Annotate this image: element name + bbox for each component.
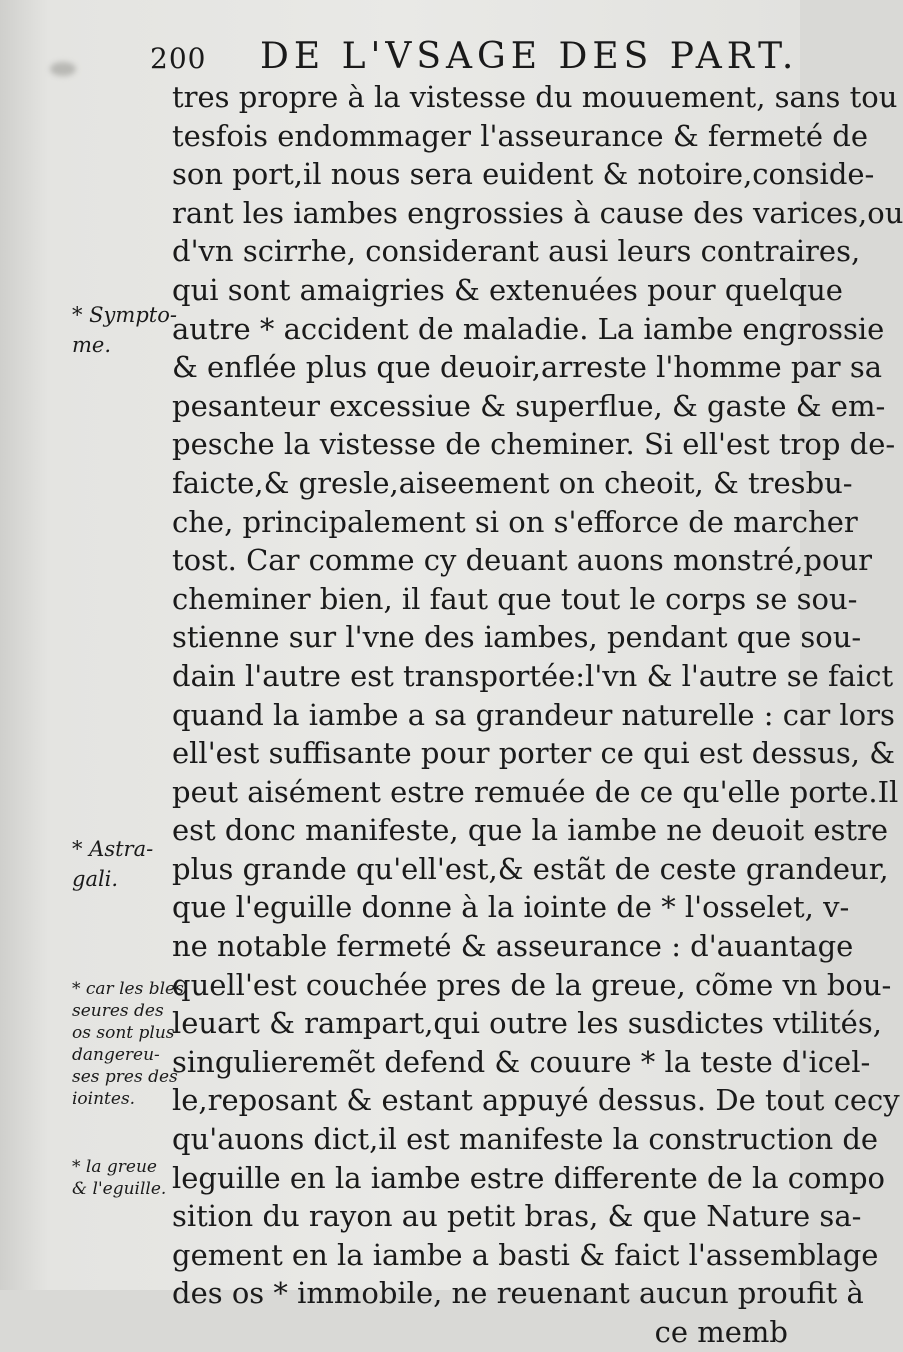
text-line: tres propre à la vistesse du mouuement, sans tou: [172, 80, 898, 114]
text-line: autre * accident de maladie. La iambe engrossie: [172, 311, 885, 346]
margin-note-blessures: [72, 978, 184, 1110]
running-head: DE L'VSAGE DES PART.: [260, 36, 799, 77]
page-header: [150, 34, 799, 84]
margin-note-line: os sont plus: [72, 1023, 175, 1043]
margin-note-line: seures des: [72, 1001, 164, 1021]
margin-note-line: * car les bles: [72, 979, 184, 999]
text-line: plus grande qu'ell'est,& estãt de ceste grandeur,: [172, 851, 889, 886]
margin-note-greue: [72, 1156, 166, 1200]
margin-note-line: me.: [72, 333, 112, 357]
text-line: stienne sur l'vne des iambes, pendant que sou-: [172, 620, 862, 655]
text-line: singulieremẽt defend & couure * la teste d'icel-: [172, 1044, 871, 1079]
margin-note-line: * Sympto-: [72, 303, 177, 327]
text-line: gement en la iambe a basti & faict l'assemblage: [172, 1237, 879, 1272]
text-line: qu'auons dict,il est manifeste la construction de: [172, 1122, 879, 1157]
text-line: ell'est suffisante pour porter ce qui est dessus, &: [172, 736, 896, 771]
text-line: pesche la vistesse de cheminer. Si ell'est trop de-: [172, 427, 896, 462]
margin-note-symptome: [72, 300, 177, 360]
text-line: faicte,& gresle,aiseement on cheoit, & tresbu-: [172, 465, 853, 500]
text-line: sition du rayon au petit bras, & que Nature sa-: [172, 1199, 862, 1234]
text-line: rant les iambes engrossies à cause des varices,ou: [172, 195, 903, 230]
text-line: leguille en la iambe estre differente de la compo: [172, 1160, 885, 1195]
margin-note-line: iointes.: [72, 1089, 136, 1109]
text-line: que l'eguille donne à la iointe de * l'osselet, v-: [172, 890, 850, 925]
page-number: 200: [150, 42, 207, 75]
text-line: che, principalement si on s'efforce de marcher: [172, 504, 858, 539]
text-line: cheminer bien, il faut que tout le corps se sou-: [172, 581, 858, 616]
margin-note-line: dangereu-: [72, 1045, 160, 1065]
text-line: qui sont amaigries & extenuées pour quelque: [172, 272, 843, 307]
text-line: tost. Car comme cy deuant auons monstré,pour: [172, 543, 872, 578]
ink-smudge: [50, 62, 76, 76]
margin-note-line: gali.: [72, 867, 119, 891]
text-line: peut aisément estre remuée de ce qu'elle porte.Il: [172, 774, 899, 809]
body-text: [172, 78, 903, 1352]
text-line: quand la iambe a sa grandeur naturelle : car lors: [172, 697, 895, 732]
text-line: ne notable fermeté & asseurance : d'auantage: [172, 929, 854, 964]
text-line: le,reposant & estant appuyé dessus. De tout cecy: [172, 1083, 900, 1118]
text-line: leuart & rampart,qui outre les susdictes vtilités,: [172, 1006, 882, 1041]
text-line: son port,il nous sera euident & notoire,conside-: [172, 157, 875, 192]
text-line: des os * immobile, ne reuenant aucun proufit à: [172, 1276, 864, 1311]
text-line: est donc manifeste, que la iambe ne deuoit estre: [172, 813, 889, 848]
margin-note-line: * la greue: [72, 1157, 157, 1177]
text-line: d'vn scirrhe, considerant ausi leurs contraires,: [172, 234, 861, 269]
text-line: & enflée plus que deuoir,arreste l'homme par sa: [172, 350, 882, 385]
text-line: quell'est couchée pres de la greue, cõme vn bou-: [172, 967, 892, 1002]
catchword: ce memb: [654, 1315, 788, 1349]
margin-note-line: * Astra-: [72, 837, 154, 861]
text-line: dain l'autre est transportée:l'vn & l'autre se faict: [172, 658, 894, 693]
text-line: tesfois endommager l'asseurance & fermeté de: [172, 118, 869, 153]
margin-note-astragali: [72, 834, 153, 894]
margin-note-line: & l'eguille.: [72, 1179, 167, 1199]
text-line: pesanteur excessiue & superflue, & gaste & em-: [172, 388, 886, 423]
margin-note-line: ses pres des: [72, 1067, 178, 1087]
